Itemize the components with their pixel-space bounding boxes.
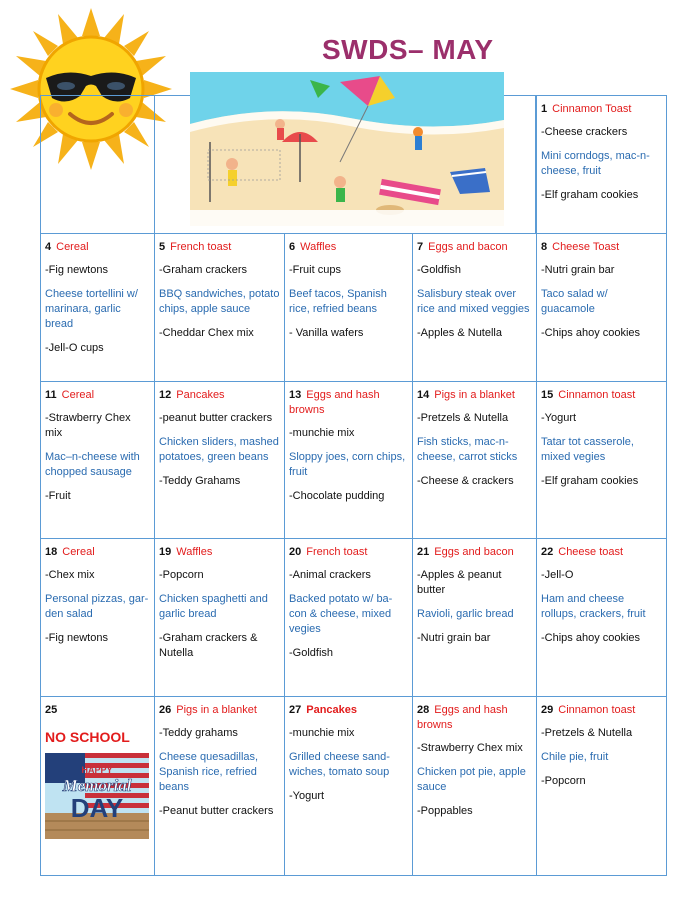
snack-item: -Teddy grahams <box>159 727 238 739</box>
day-number: 7 <box>417 241 424 253</box>
snack-item: -Pretzels & Nutella <box>417 412 509 424</box>
calendar-day-cell <box>412 538 537 697</box>
page-title: SWDS– MAY <box>322 34 494 65</box>
day-header <box>159 545 280 560</box>
breakfast-item: Pigs in a blanket <box>434 389 515 401</box>
breakfast-item: French toast <box>306 546 368 558</box>
calendar-day-cell <box>284 381 413 539</box>
beach-illustration-icon <box>190 72 504 226</box>
day-header <box>541 102 662 117</box>
day-header <box>45 545 150 560</box>
day-header <box>289 545 408 560</box>
lunch-item: Taco salad w/ guacamole <box>541 288 608 315</box>
breakfast-item: Cereal <box>62 546 95 558</box>
day-header <box>289 240 408 255</box>
snack-item: -Fig newtons <box>45 632 108 644</box>
day-number: 29 <box>541 704 554 716</box>
day-header <box>289 703 408 718</box>
snack-item: -Teddy Grahams <box>159 475 241 487</box>
calendar-day-cell <box>40 696 155 876</box>
lunch-item: Chile pie, fruit <box>541 751 609 763</box>
day-header <box>417 388 532 403</box>
day-number: 12 <box>159 389 172 401</box>
day-number: 6 <box>289 241 296 253</box>
breakfast-item: Cinnamon Toast <box>552 103 632 115</box>
snack-item: -Cheese crackers <box>541 126 628 138</box>
snack-item: -Animal crackers <box>289 569 371 581</box>
lunch-item: Mini corndogs, mac-n-cheese, fruit <box>541 150 650 177</box>
lunch-item: Salisbury steak over rice and mixed veggies <box>417 288 530 315</box>
snack-item: -munchie mix <box>289 727 355 739</box>
calendar-day-cell <box>412 696 537 876</box>
lunch-item: Personal pizzas, gar-den salad <box>45 593 149 620</box>
snack-item: -Fruit cups <box>289 264 341 276</box>
snack-item: -Goldfish <box>289 647 334 659</box>
snack-item: -Popcorn <box>159 569 204 581</box>
day-header <box>45 240 150 255</box>
snack-item: - Vanilla wafers <box>289 327 364 339</box>
day-number: 18 <box>45 546 58 558</box>
snack-item: -Nutri grain bar <box>417 632 491 644</box>
calendar-day-cell <box>412 233 537 382</box>
day-header <box>159 388 280 403</box>
calendar-empty-cell <box>40 95 155 234</box>
snack-item: -Elf graham cookies <box>541 475 639 487</box>
snack-item: -Pretzels & Nutella <box>541 727 633 739</box>
snack-item: -Cheese & crackers <box>417 475 514 487</box>
snack-item: -Graham crackers <box>159 264 248 276</box>
calendar-day-cell <box>536 233 667 382</box>
snack-item: -Chips ahoy cookies <box>541 327 641 339</box>
breakfast-item: Waffles <box>176 546 213 558</box>
calendar-day-cell <box>154 233 285 382</box>
day-number: 5 <box>159 241 166 253</box>
day-header <box>541 545 662 560</box>
day-header <box>159 240 280 255</box>
lunch-item: Chicken spaghetti and garlic bread <box>159 593 268 620</box>
day-number: 27 <box>289 704 302 716</box>
memorial-text-happy: HAPPY <box>81 765 113 775</box>
snack-item: -peanut butter crackers <box>159 412 273 424</box>
calendar-day-cell <box>154 381 285 539</box>
calendar-day-cell <box>536 538 667 697</box>
lunch-item: BBQ sandwiches, potato chips, apple sauce <box>159 288 280 315</box>
snack-item: -Cheddar Chex mix <box>159 327 254 339</box>
calendar-day-cell <box>536 696 667 876</box>
day-number: 15 <box>541 389 554 401</box>
breakfast-item: Pancakes <box>176 389 225 401</box>
snack-item: -Fruit <box>45 490 71 502</box>
day-header <box>45 703 150 718</box>
calendar-day-cell <box>154 538 285 697</box>
day-header <box>541 703 662 718</box>
calendar-day-cell <box>536 381 667 539</box>
snack-item: -Nutri grain bar <box>541 264 615 276</box>
calendar-day-cell <box>40 233 155 382</box>
snack-item: -Chex mix <box>45 569 95 581</box>
day-number: 26 <box>159 704 172 716</box>
day-number: 1 <box>541 103 548 115</box>
day-number: 4 <box>45 241 52 253</box>
snack-item: -Elf graham cookies <box>541 189 639 201</box>
memorial-text-day: DAY <box>70 793 124 823</box>
day-header <box>417 703 532 733</box>
snack-item: -Popcorn <box>541 775 586 787</box>
snack-item: -Graham crackers & Nutella <box>159 632 258 659</box>
lunch-item: Ravioli, garlic bread <box>417 608 514 620</box>
memorial-day-flag-icon <box>45 753 149 839</box>
lunch-item: Tatar tot casserole, mixed vegies <box>541 436 634 463</box>
day-number: 28 <box>417 704 430 716</box>
breakfast-item: Cheese Toast <box>552 241 620 253</box>
day-number: 20 <box>289 546 302 558</box>
day-header <box>541 388 662 403</box>
lunch-item: Cheese tortellini w/ marinara, garlic bread <box>45 288 138 330</box>
breakfast-item: Pancakes <box>306 704 358 716</box>
day-header <box>289 388 408 418</box>
lunch-item: Beef tacos, Spanish rice, refried beans <box>289 288 387 315</box>
day-number: 14 <box>417 389 430 401</box>
calendar-day-cell <box>536 95 667 234</box>
lunch-item: Cheese quesadillas, Spanish rice, refried beans <box>159 751 259 793</box>
calendar-day-cell <box>284 696 413 876</box>
breakfast-item: Eggs and bacon <box>434 546 514 558</box>
day-number: 25 <box>45 704 58 716</box>
day-number: 8 <box>541 241 548 253</box>
calendar-day-cell <box>40 538 155 697</box>
snack-item: -Apples & Nutella <box>417 327 502 339</box>
day-header <box>541 240 662 255</box>
day-number: 11 <box>45 389 57 401</box>
calendar-day-cell <box>284 233 413 382</box>
day-number: 19 <box>159 546 172 558</box>
day-number: 22 <box>541 546 554 558</box>
lunch-item: Fish sticks, mac-n-cheese, carrot sticks <box>417 436 518 463</box>
snack-item: -munchie mix <box>289 427 355 439</box>
breakfast-item: Waffles <box>300 241 337 253</box>
day-header <box>45 388 150 403</box>
snack-item: -Peanut butter crackers <box>159 805 274 817</box>
breakfast-item: Cinnamon toast <box>558 704 636 716</box>
no-school-label: NO SCHOOL <box>45 729 130 745</box>
calendar-day-cell <box>412 381 537 539</box>
breakfast-item: Eggs and bacon <box>428 241 508 253</box>
breakfast-item: Pigs in a blanket <box>176 704 257 716</box>
lunch-item: Mac–n-cheese with chopped sausage <box>45 451 140 478</box>
breakfast-item: Eggs and hash browns <box>417 704 508 731</box>
snack-item: -Fig newtons <box>45 264 108 276</box>
snack-item: -Jell-O cups <box>45 342 104 354</box>
breakfast-item: Cereal <box>61 389 95 401</box>
breakfast-item: Cinnamon toast <box>558 389 636 401</box>
snack-item: -Yogurt <box>289 790 325 802</box>
lunch-item: Chicken sliders, mashed potatoes, green beans <box>159 436 279 463</box>
breakfast-item: French toast <box>170 241 232 253</box>
snack-item: -Strawberry Chex mix <box>417 742 523 754</box>
calendar-day-cell <box>284 538 413 697</box>
day-header <box>417 545 532 560</box>
day-header <box>159 703 280 718</box>
day-number: 13 <box>289 389 302 401</box>
calendar-day-cell <box>154 696 285 876</box>
breakfast-item: Eggs and hash browns <box>289 389 380 416</box>
breakfast-item: Cheese toast <box>558 546 624 558</box>
snack-item: -Poppables <box>417 805 473 817</box>
snack-item: -Apples & peanut butter <box>417 569 502 596</box>
breakfast-item: Cereal <box>56 241 89 253</box>
snack-item: -Jell-O <box>541 569 574 581</box>
memorial-text-memorial: Memorial <box>62 776 132 795</box>
snack-item: -Chips ahoy cookies <box>541 632 641 644</box>
snack-item: -Goldfish <box>417 264 462 276</box>
lunch-item: Chicken pot pie, apple sauce <box>417 766 526 793</box>
day-header <box>417 240 532 255</box>
calendar-day-cell <box>40 381 155 539</box>
day-number: 21 <box>417 546 430 558</box>
lunch-item: Ham and cheese rollups, crackers, fruit <box>541 593 646 620</box>
lunch-item: Backed potato w/ ba-con & cheese, mixed vegies <box>289 593 393 635</box>
snack-item: -Yogurt <box>541 412 577 424</box>
lunch-item: Grilled cheese sand-wiches, tomato soup <box>289 751 390 778</box>
lunch-item: Sloppy joes, corn chips, fruit <box>289 451 406 478</box>
snack-item: -Chocolate pudding <box>289 490 385 502</box>
snack-item: -Strawberry Chex mix <box>45 412 131 439</box>
